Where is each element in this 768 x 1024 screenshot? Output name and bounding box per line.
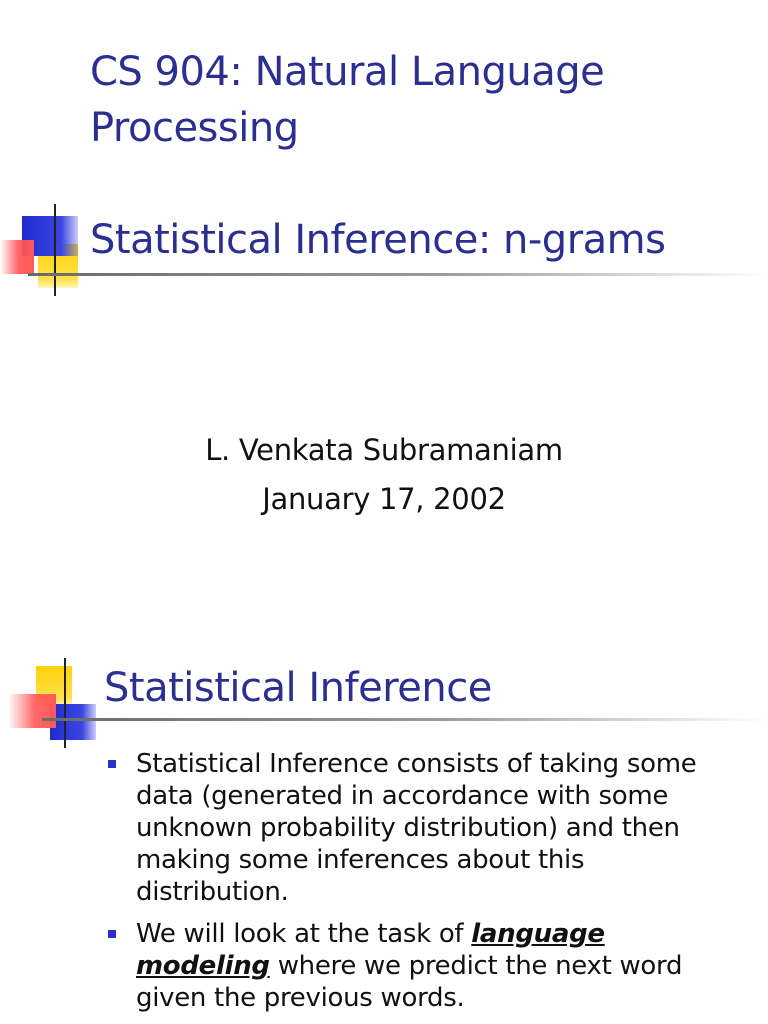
bullet-text-suffix: where we predict the next word given the previous words.: [136, 951, 683, 1013]
presentation-date: January 17, 2002: [262, 482, 506, 516]
author-name: L. Venkata Subramaniam: [205, 433, 563, 467]
content-slide: [0, 620, 768, 1024]
square-bullet-icon: [108, 760, 116, 768]
course-title-line2: Processing: [90, 105, 299, 151]
list-item: [104, 918, 734, 1014]
course-title: [90, 44, 604, 156]
square-bullet-icon: [108, 930, 116, 938]
bullet-text: Statistical Inference consists of taking some data (generated in accordance with some unknown probability distribution) and then making some inferences about this distribution.: [136, 749, 697, 907]
slide1-subtitle: Statistical Inference: n-grams: [90, 217, 666, 263]
bullet-text-prefix: We will look at the task of: [136, 919, 472, 949]
slide2-title: Statistical Inference: [104, 665, 492, 711]
list-item: [104, 748, 734, 908]
emphasized-term: language modeling: [136, 919, 605, 981]
title-rule: [28, 273, 768, 276]
course-title-line1: CS 904: Natural Language: [90, 49, 605, 95]
content-decoration-icon: [8, 656, 108, 756]
bullet-list: [104, 748, 734, 1024]
title-decoration-icon: [0, 200, 100, 300]
content-rule: [42, 718, 768, 721]
